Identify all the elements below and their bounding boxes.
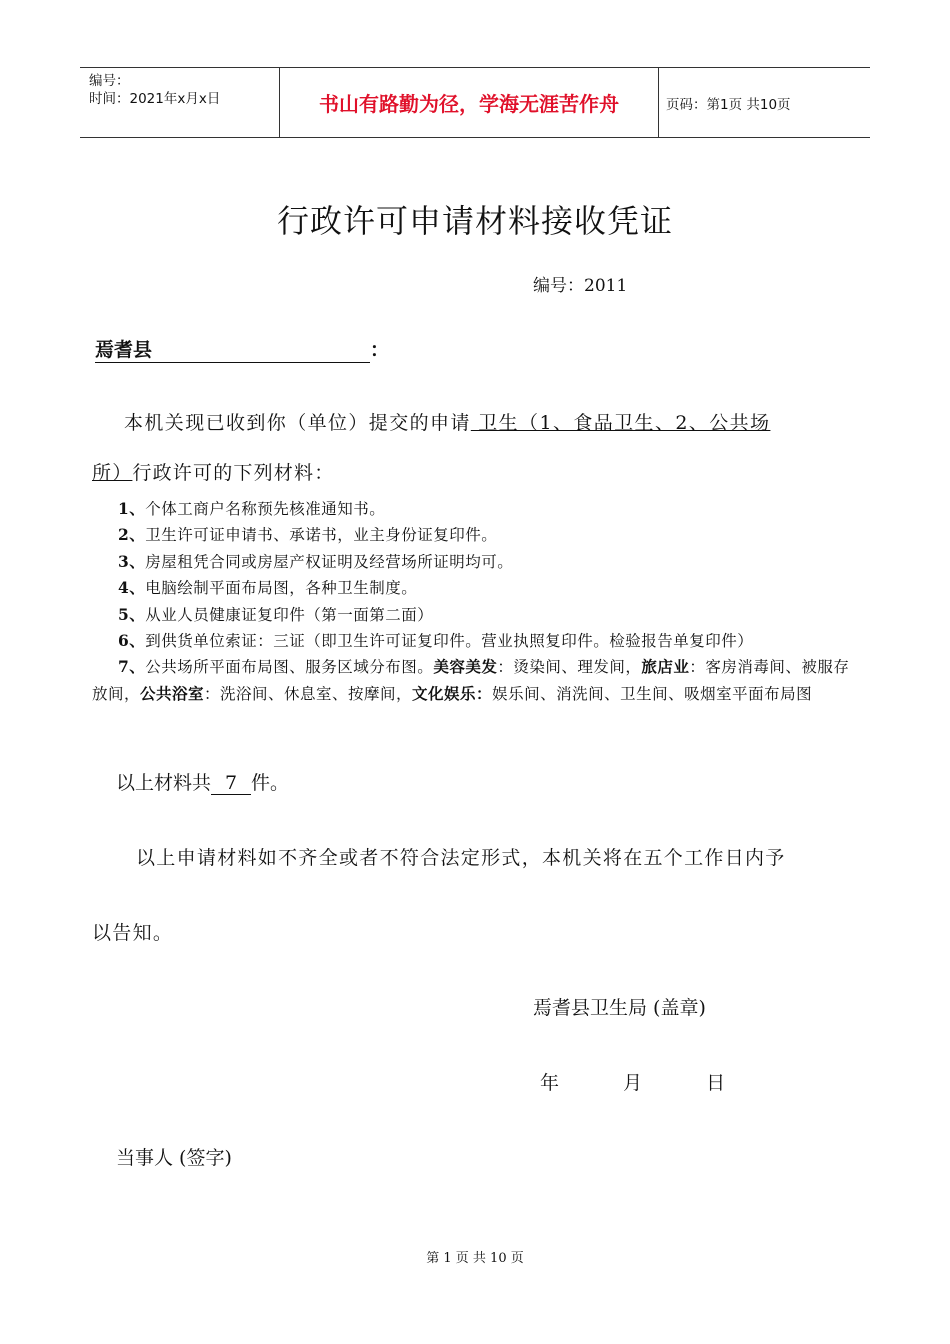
list-item: 2、卫生许可证申请书、承诺书，业主身份证复印件。 (118, 525, 498, 545)
total-count: 7 (211, 772, 251, 795)
list-item: 1、个体工商户名称预先核准通知书。 (118, 499, 386, 518)
intro-line-1 (124, 408, 770, 435)
date-month: 月 (623, 1072, 643, 1094)
materials-total (116, 768, 289, 795)
application-type-part2: 所） (92, 462, 133, 484)
list-item: 7、公共场所平面布局图、服务区域分布图。美容美发：烫染间、理发间，旅店业：客房消毒间、被服存放间，公共浴室：洗浴间、休息室、按摩间，文化娱乐：娱乐间、消洗间、卫生间、吸烟室平面布局图 (92, 657, 850, 703)
issuer-stamp-line: 焉耆县卫生局 (盖章) (533, 997, 706, 1019)
notice-line-2: 以告知。 (92, 922, 174, 944)
header-time-label: 时间：2021年x月x日 (89, 91, 221, 107)
intro-line-2 (92, 458, 334, 485)
materials-list (92, 496, 862, 707)
issue-date (540, 1068, 725, 1095)
header-motto: 书山有路勤为径，学海无涯苦作舟 (280, 68, 659, 137)
list-item: 5、从业人员健康证复印件（第一面第二面） (118, 604, 434, 624)
party-signature-line: 当事人 (签字) (116, 1147, 232, 1169)
application-type-part1: 卫生（1、食品卫生、2、公共场 (470, 412, 771, 434)
addressee-name: 焉耆县 (95, 335, 370, 363)
total-prefix: 以上材料共 (116, 772, 212, 794)
date-day: 日 (706, 1072, 726, 1094)
intro-prefix: 本机关现已收到你（单位）提交的申请 (124, 412, 471, 434)
page-title: 行政许可申请材料接收凭证 (276, 202, 673, 240)
list-item: 3、房屋租凭合同或房屋产权证明及经营场所证明均可。 (118, 551, 514, 571)
date-year: 年 (540, 1072, 560, 1094)
header-page-info: 页码：第1页 共10页 (666, 96, 791, 113)
document-number: 编号：2011 (533, 276, 628, 296)
header-meta (80, 68, 280, 137)
notice-line-1: 以上申请材料如不齐全或者不符合法定形式，本机关将在五个工作日内予 (136, 847, 786, 869)
list-item: 6、到供货单位索证：三证（即卫生许可证复印件。营业执照复印件。检验报告单复印件） (118, 631, 754, 651)
list-item: 4、电脑绘制平面布局图，各种卫生制度。 (118, 578, 418, 598)
addressee-colon: ： (370, 339, 390, 361)
header-number-label: 编号： (89, 73, 130, 89)
total-suffix: 件。 (251, 772, 290, 794)
page-header (80, 67, 870, 138)
addressee-line (95, 335, 389, 363)
intro-suffix: 行政许可的下列材料： (132, 462, 335, 484)
page-footer: 第 1 页 共 10 页 (426, 1251, 524, 1266)
